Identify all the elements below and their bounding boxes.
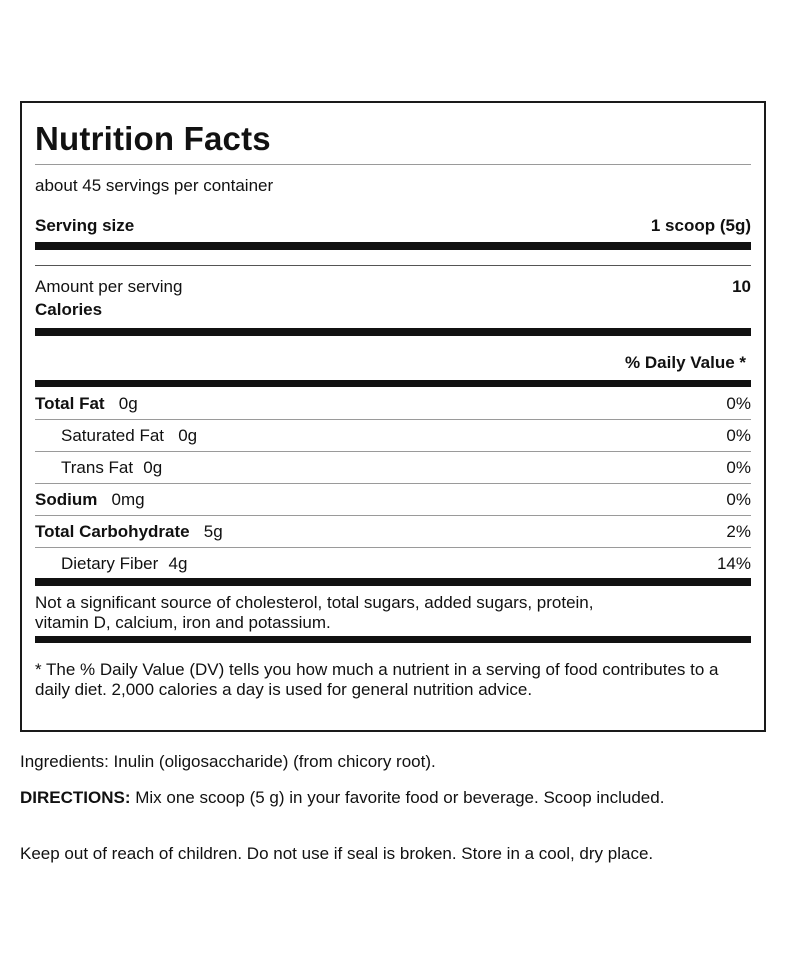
directions-statement bbox=[20, 788, 770, 807]
amount-per-serving-label: Amount per serving bbox=[35, 277, 183, 296]
nutrient-amount: 0g bbox=[109, 394, 138, 413]
nutrient-row-trans-fat bbox=[35, 458, 751, 478]
serving-size-thick-rule bbox=[35, 242, 751, 250]
title-divider bbox=[35, 164, 751, 165]
nutrient-amount: 0g bbox=[168, 426, 198, 445]
nutrient-row-sodium bbox=[35, 490, 751, 510]
nutrient-amount: 0g bbox=[133, 458, 163, 477]
nutrient-row-total-carbohydrate bbox=[35, 522, 751, 542]
calories-label: Calories bbox=[35, 300, 103, 319]
servings-per-container: about 45 servings per container bbox=[35, 176, 274, 195]
nutrient-dv: 2% bbox=[726, 522, 751, 541]
row-divider bbox=[35, 515, 751, 516]
directions-label: DIRECTIONS: bbox=[20, 788, 131, 807]
nutrient-name: Total Carbohydrate bbox=[35, 522, 190, 541]
nutrients-thick-rule bbox=[35, 578, 751, 586]
nutrient-name: Sodium bbox=[35, 490, 98, 509]
serving-divider bbox=[35, 265, 751, 266]
directions-text: Mix one scoop (5 g) in your favorite food or beverage. Scoop included. bbox=[135, 788, 665, 807]
calories-thick-rule bbox=[35, 328, 751, 336]
amount-per-serving-row bbox=[35, 277, 751, 297]
nutrient-name: Trans Fat bbox=[61, 458, 134, 477]
ingredients-statement: Ingredients: Inulin (oligosaccharide) (from chicory root). bbox=[20, 752, 436, 771]
serving-size-label: Serving size bbox=[35, 216, 135, 235]
nutrient-amount: 0mg bbox=[102, 490, 145, 509]
nutrition-facts-panel bbox=[20, 101, 766, 732]
nutrition-facts-title: Nutrition Facts bbox=[35, 120, 271, 157]
not-significant-statement: Not a significant source of cholesterol, total sugars, added sugars, protein, vitamin D, calcium, iron and potassium. bbox=[35, 593, 594, 632]
nutrient-dv: 14% bbox=[716, 554, 751, 573]
daily-value-thick-rule bbox=[35, 380, 751, 387]
nutrient-row-dietary-fiber bbox=[35, 554, 751, 574]
row-divider bbox=[35, 547, 751, 548]
warning-statement: Keep out of reach of children. Do not use if seal is broken. Store in a cool, dry place. bbox=[20, 844, 654, 863]
nutrient-name: Dietary Fiber bbox=[61, 554, 159, 573]
nutrient-amount: 5g bbox=[194, 522, 223, 541]
nutrient-name: Saturated Fat bbox=[61, 426, 165, 445]
nutrient-row-saturated-fat bbox=[35, 426, 751, 446]
row-divider bbox=[35, 451, 751, 452]
nutrient-dv: 0% bbox=[726, 458, 751, 477]
nutrient-name: Total Fat bbox=[35, 394, 105, 413]
daily-value-footnote: * The % Daily Value (DV) tells you how much a nutrient in a serving of food contributes to a daily diet. 2,000 calories a day is used for general nutrition advice. bbox=[35, 660, 719, 699]
nutrition-facts-content bbox=[35, 103, 751, 730]
calories-value: 10 bbox=[732, 277, 751, 296]
nutrient-dv: 0% bbox=[726, 394, 751, 413]
row-divider bbox=[35, 483, 751, 484]
serving-size-value: 1 scoop (5g) bbox=[650, 216, 751, 235]
nutrient-dv: 0% bbox=[726, 490, 751, 509]
footnote-thick-rule bbox=[35, 636, 751, 643]
nutrient-dv: 0% bbox=[726, 426, 751, 445]
nutrient-row-total-fat bbox=[35, 394, 751, 414]
serving-size-row bbox=[35, 216, 751, 236]
daily-value-header: % Daily Value * bbox=[625, 353, 746, 372]
row-divider bbox=[35, 419, 751, 420]
nutrient-amount: 4g bbox=[159, 554, 188, 573]
